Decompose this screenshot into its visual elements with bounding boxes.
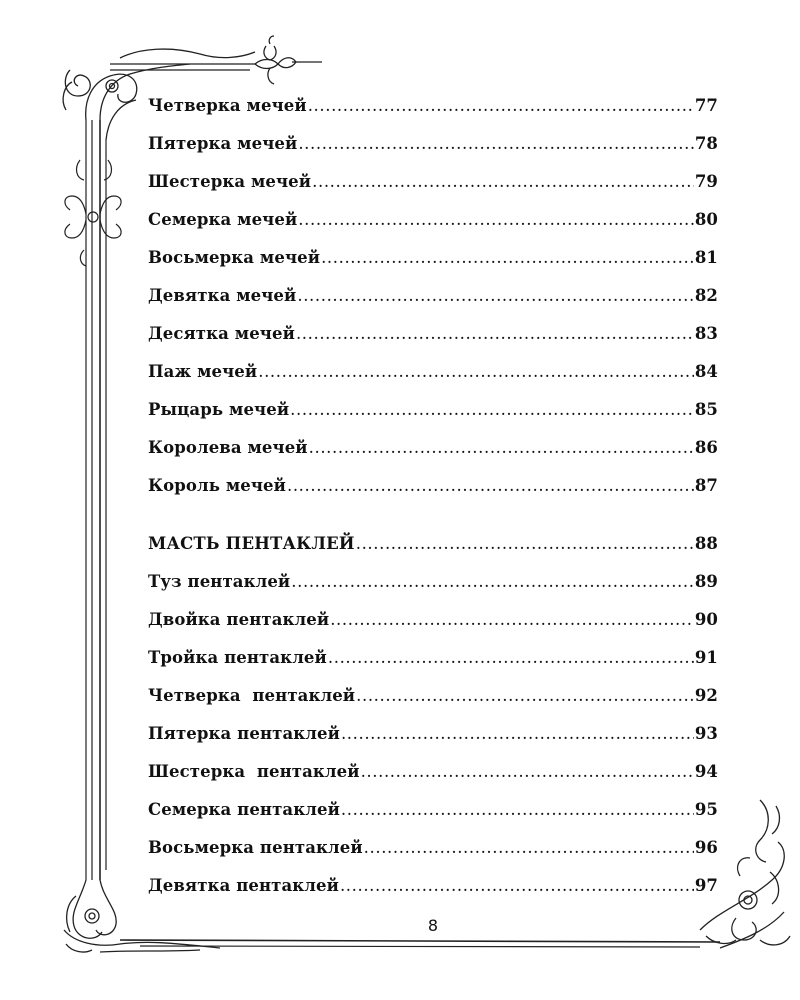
toc-section-title: МАСТЬ ПЕНТАКЛЕЙ	[148, 534, 355, 553]
toc-leader-dots	[328, 648, 694, 667]
toc-entry-page: 95	[694, 800, 718, 819]
toc-entry-page: 89	[694, 572, 718, 591]
toc-leader-dots	[356, 534, 694, 553]
left-middle-ornament	[65, 160, 121, 266]
toc-entry	[148, 96, 718, 126]
toc-entry-page: 84	[694, 362, 718, 381]
toc-entry	[148, 438, 718, 468]
left-border-lines	[86, 120, 106, 880]
toc-leader-dots	[296, 324, 694, 343]
toc-entry-title: Семерка мечей	[148, 210, 298, 229]
toc-entry-page: 92	[694, 686, 718, 705]
toc-entry-title: Десятка мечей	[148, 324, 295, 343]
toc-entry-page: 94	[694, 762, 718, 781]
toc-entry	[148, 762, 718, 792]
toc-entry-page: 87	[694, 476, 718, 495]
toc-entry-page: 83	[694, 324, 718, 343]
toc-entry	[148, 172, 718, 202]
toc-entry-page: 80	[694, 210, 718, 229]
toc-section-page: 88	[694, 534, 718, 553]
toc-entry-title: Паж мечей	[148, 362, 258, 381]
toc-entry	[148, 400, 718, 430]
toc-leader-dots	[297, 286, 693, 305]
toc-entry-title: Двойка пентаклей	[148, 610, 330, 629]
toc-entry-page: 82	[694, 286, 718, 305]
toc-entry-title: Девятка пентаклей	[148, 876, 339, 895]
toc-entry-title: Пятерка пентаклей	[148, 724, 340, 743]
toc-entry-title: Рыцарь мечей	[148, 400, 290, 419]
toc-entry	[148, 876, 718, 906]
toc-entry-title: Восьмерка пентаклей	[148, 838, 363, 857]
toc-entry	[148, 286, 718, 316]
toc-leader-dots	[290, 400, 694, 419]
toc-section-heading	[148, 534, 718, 564]
toc-entry-title: Тройка пентаклей	[148, 648, 327, 667]
toc-entry-page: 97	[694, 876, 718, 895]
toc-entry-page: 85	[694, 400, 718, 419]
toc-entry	[148, 362, 718, 392]
toc-leader-dots	[287, 476, 694, 495]
toc-entry-page: 90	[694, 610, 718, 629]
toc-leader-dots	[258, 362, 694, 381]
toc-entry	[148, 610, 718, 640]
toc-entry-title: Девятка мечей	[148, 286, 297, 305]
toc-leader-dots	[309, 438, 694, 457]
toc-entry-title: Восьмерка мечей	[148, 248, 321, 267]
toc-entry	[148, 800, 718, 830]
toc-leader-dots	[312, 172, 694, 191]
toc-entry	[148, 686, 718, 716]
toc-entry-page: 96	[694, 838, 718, 857]
toc-entry-title: Шестерка мечей	[148, 172, 312, 191]
toc-entry-page: 91	[694, 648, 718, 667]
top-border-line	[110, 62, 322, 70]
toc-entry-title: Пятерка мечей	[148, 134, 298, 153]
toc-leader-dots	[321, 248, 694, 267]
toc-entry-page: 86	[694, 438, 718, 457]
toc-leader-dots	[291, 572, 694, 591]
toc-leader-dots	[330, 610, 694, 629]
toc-entry-page: 77	[694, 96, 718, 115]
toc-leader-dots	[298, 134, 694, 153]
toc-leader-dots	[361, 762, 694, 781]
toc-entry-page: 78	[694, 134, 718, 153]
toc-entry-page: 79	[694, 172, 718, 191]
toc-entry	[148, 210, 718, 240]
bottom-border-line	[120, 940, 720, 947]
toc-entry	[148, 838, 718, 868]
toc-entry	[148, 134, 718, 164]
toc-leader-dots	[341, 800, 694, 819]
toc-entry-title: Четверка пентаклей	[148, 686, 356, 705]
toc-entry	[148, 324, 718, 354]
page-number: 8	[427, 916, 439, 935]
toc-entry-title: Королева мечей	[148, 438, 308, 457]
toc-entry	[148, 724, 718, 754]
toc-leader-dots	[356, 686, 694, 705]
toc-leader-dots	[340, 876, 694, 895]
toc-entry-title: Туз пентаклей	[148, 572, 291, 591]
toc-entry	[148, 648, 718, 678]
toc-entry-title: Четверка мечей	[148, 96, 307, 115]
toc-entry-page: 81	[694, 248, 718, 267]
toc-leader-dots	[308, 96, 694, 115]
toc-entry-title: Король мечей	[148, 476, 286, 495]
toc-entry-title: Шестерка пентаклей	[148, 762, 360, 781]
toc-entry	[148, 572, 718, 602]
toc-entry	[148, 476, 718, 506]
toc-entry	[148, 248, 718, 278]
toc-leader-dots	[364, 838, 694, 857]
toc-leader-dots	[341, 724, 694, 743]
toc-leader-dots	[298, 210, 694, 229]
toc-entry-page: 93	[694, 724, 718, 743]
toc-entry-title: Семерка пентаклей	[148, 800, 340, 819]
